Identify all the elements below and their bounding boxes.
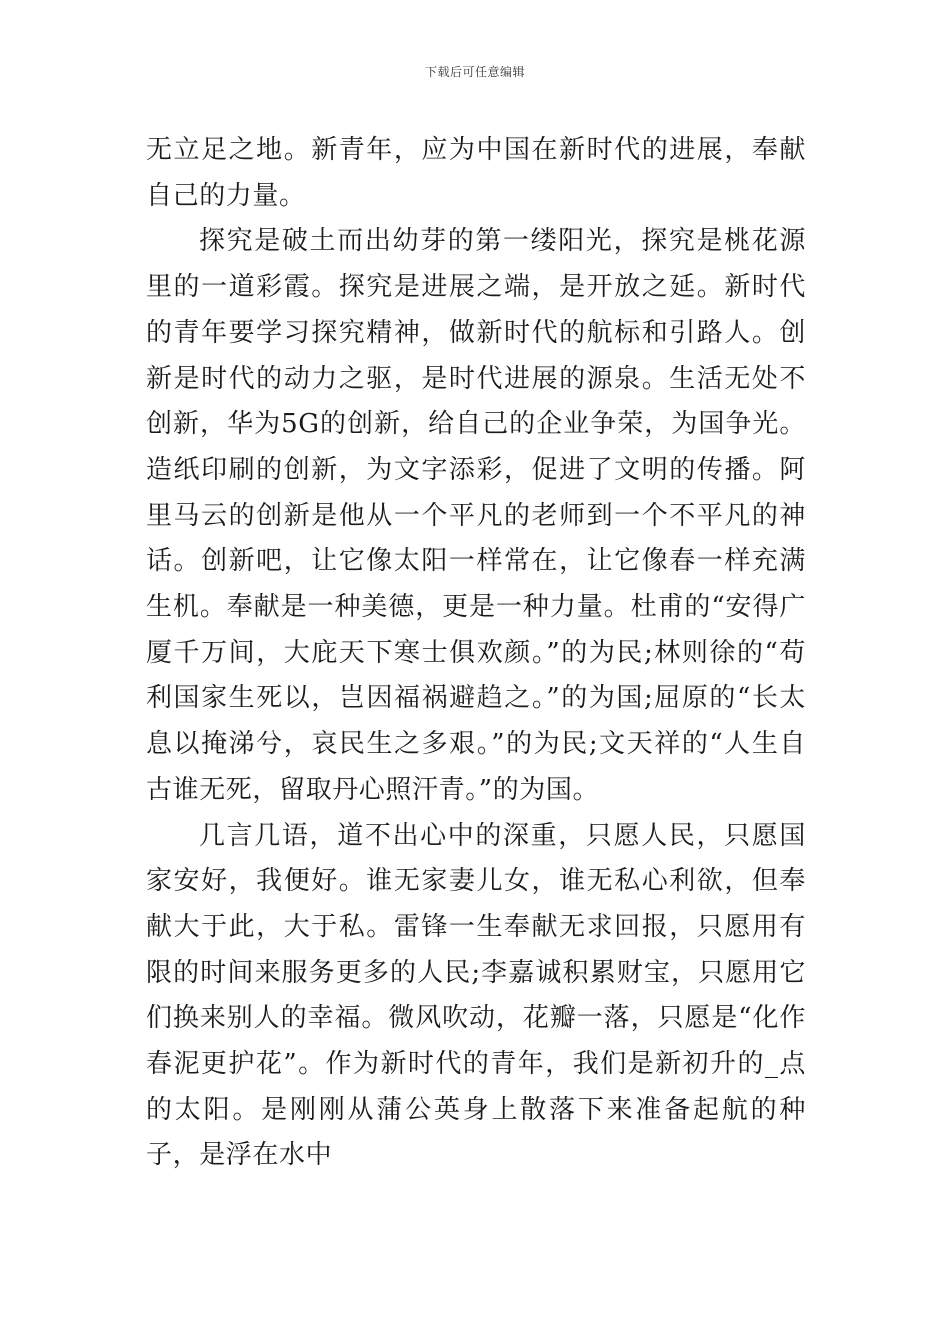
document-body [146, 128, 806, 1179]
paragraph-3: 几言几语，道不出心中的深重，只愿人民，只愿国家安好，我便好。谁无家妻儿女，谁无私心利欲，但奉献大于此，大于私。雷锋一生奉献无求回报，只愿用有限的时间来服务更多的人民;李嘉诚积累财宝，只愿用它们换来别人的幸福。微风吹动，花瓣一落，只愿是“化作春泥更护花”。作为新时代的青年，我们是新初升的_点的太阳。是刚刚从蒲公英身上散落下来准备起航的种子，是浮在水中 [146, 820, 806, 1171]
paragraph-2: 探究是破土而出幼芽的第一缕阳光，探究是桃花源里的一道彩霞。探究是进展之端，是开放之延。新时代的青年要学习探究精神，做新时代的航标和引路人。创新是时代的动力之驱，是时代进展的源泉。生活无处不创新，华为5G的创新，给自己的企业争荣，为国争光。造纸印刷的创新，为文字添彩，促进了文明的传播。阿里马云的创新是他从一个平凡的老师到一个不平凡的神话。创新吧，让它像太阳一样常在，让它像春一样充满生机。奉献是一种美德，更是一种力量。杜甫的“安得广厦千万间，大庇天下寒士俱欢颜。”的为民;林则徐的“苟利国家生死以，岂因福祸避趋之。”的为国;屈原的“长太息以掩涕兮，哀民生之多艰。”的为民;文天祥的“人生自古谁无死，留取丹心照汗青。”的为国。 [146, 226, 806, 805]
page-header-note: 下载后可任意编辑 [424, 65, 525, 79]
paragraph-1: 无立足之地。新青年，应为中国在新时代的进展，奉献自己的力量。 [146, 135, 806, 211]
